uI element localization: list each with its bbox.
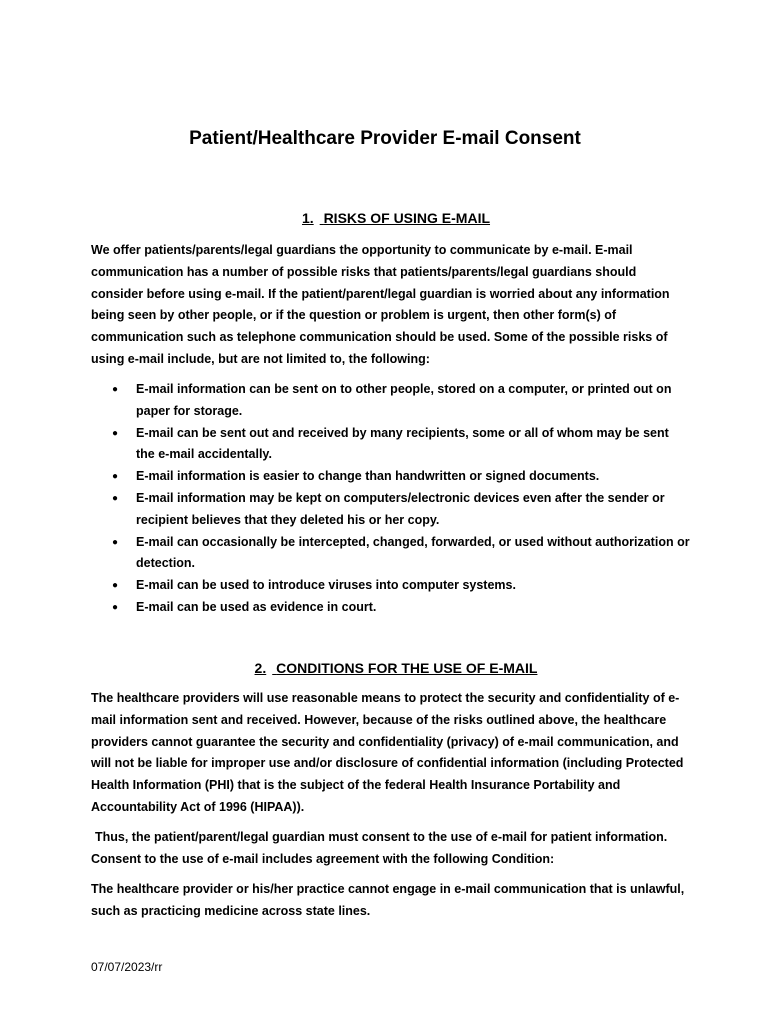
section-2-heading [0, 660, 770, 676]
section-2-paragraph-1: The healthcare providers will use reasonable means to protect the security and confidentiality of e-mail information sent and received. However, because of the risks outlined above, the healthcare providers cannot guarantee the security and confidentiality (privacy) of e-mail communication, and will not be liable for improper use and/or disclosure of confidential information (including Protected Health Information (PHI) that is the subject of the federal Health Insurance Portability and Accountability Act of 1996 (HIPAA)). [91, 691, 684, 814]
section-1-heading [0, 210, 770, 226]
bullet-icon: ● [112, 471, 119, 483]
bullet-icon: ● [112, 536, 119, 548]
list-item: ● E-mail can be used to introduce viruses into computer systems. [91, 575, 691, 597]
list-item: ● E-mail information may be kept on computers/electronic devices even after the sender or recipient believes that they deleted his or her copy. [91, 488, 691, 532]
list-item: ● E-mail information is easier to change than handwritten or signed documents. [91, 466, 691, 488]
section-2-paragraph-2: Thus, the patient/parent/legal guardian must consent to the use of e-mail for patient information. Consent to the use of e-mail includes agreement with the following Condition: [91, 830, 668, 866]
list-item: ● E-mail can be used as evidence in court. [91, 597, 691, 619]
section-1-paragraph: We offer patients/parents/legal guardians the opportunity to communicate by e-mail. E-mail communication has a number of possible risks that patients/parents/legal guardians should consider before using e-mail. If the patient/parent/legal guardian is worried about any information being seen by other people, or if the question or problem is urgent, then other form(s) of communication such as telephone communication should be used. Some of the possible risks of using e-mail include, but are not limited to, the following: [91, 243, 670, 366]
page-title: Patient/Healthcare Provider E-mail Consent [189, 128, 581, 149]
bullet-icon: ● [112, 492, 119, 504]
list-item: ● E-mail can occasionally be intercepted, changed, forwarded, or used without authorization or detection. [91, 532, 691, 576]
section-2-title: CONDITIONS FOR THE USE OF E-MAIL [276, 660, 538, 676]
list-item: ● E-mail information can be sent on to other people, stored on a computer, or printed out on paper for storage. [91, 379, 691, 423]
section-1-number: 1. [301, 210, 314, 226]
section-1-title: RISKS OF USING E-MAIL [323, 210, 491, 226]
bullet-icon: ● [112, 580, 119, 592]
section-2-paragraph-3: The healthcare provider or his/her practice cannot engage in e-mail communication that is unlawful, such as practicing medicine across state lines. [91, 882, 685, 918]
risk-list [91, 379, 691, 619]
bullet-icon: ● [112, 427, 119, 439]
footer-date: 07/07/2023/rr [91, 960, 163, 974]
section-2-number: 2. [254, 660, 267, 676]
bullet-icon: ● [112, 384, 119, 395]
list-item: ● E-mail can be sent out and received by many recipients, some or all of whom may be sent the e-mail accidentally. [91, 423, 691, 467]
bullet-icon: ● [112, 601, 119, 613]
